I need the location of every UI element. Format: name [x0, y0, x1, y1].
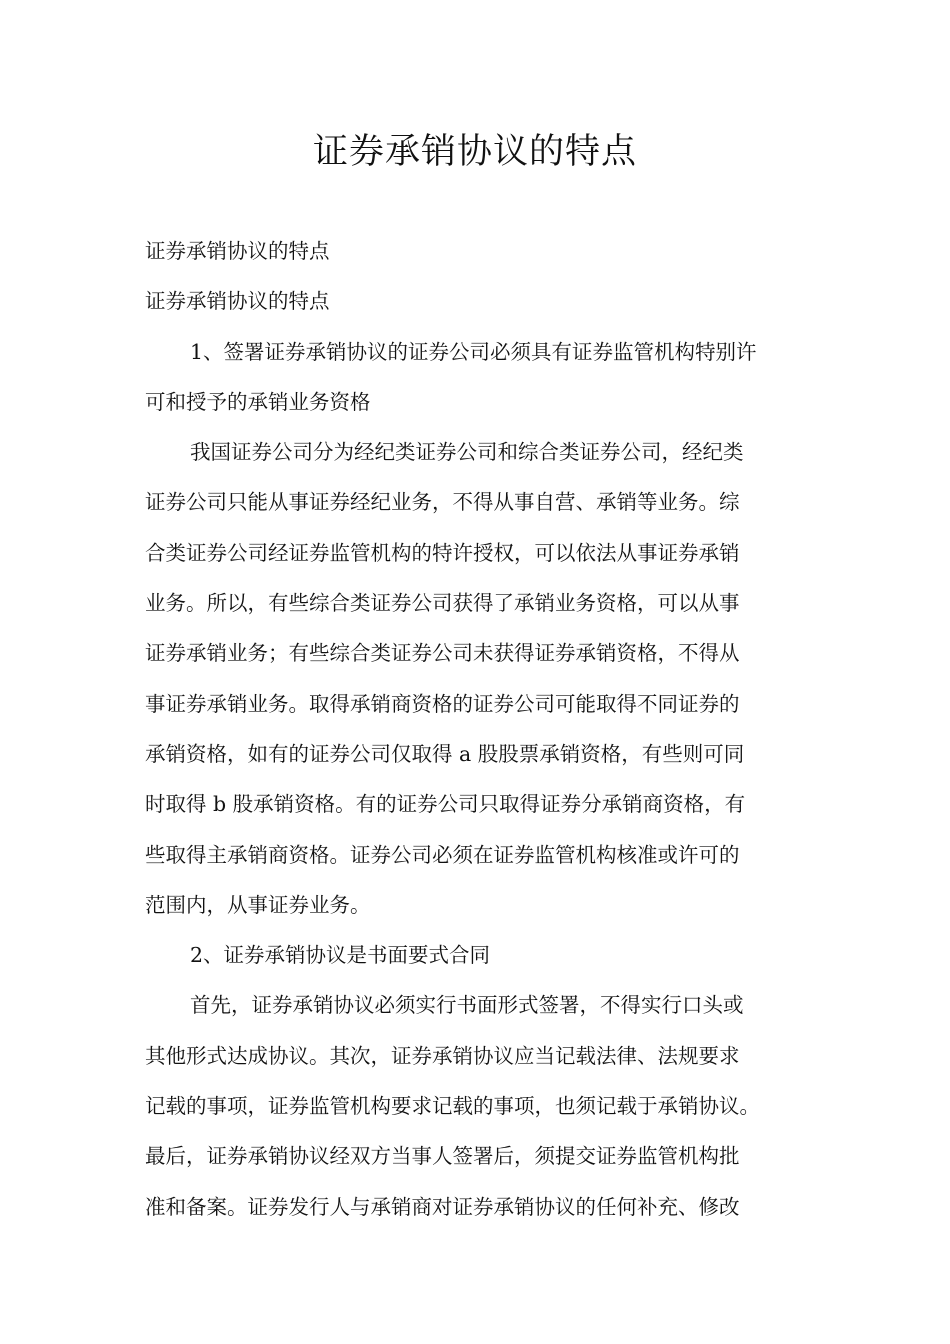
body-line: 我国证券公司分为经纪类证券公司和综合类证券公司，经纪类 [190, 440, 744, 465]
body-line: 事证券承销业务。取得承销商资格的证券公司可能取得不同证券的 [145, 691, 740, 716]
body-line: 最后，证券承销协议经双方当事人签署后，须提交证券监管机构批 [145, 1144, 740, 1169]
body-line: 2、证券承销协议是书面要式合同 [190, 943, 491, 968]
body-line: 些取得主承销商资格。证券公司必须在证券监管机构核准或许可的 [145, 842, 740, 867]
document-body [145, 226, 815, 1232]
body-line: 准和备案。证券发行人与承销商对证券承销协议的任何补充、修改 [145, 1194, 740, 1219]
body-line: 证券承销协议的特点 [145, 239, 330, 263]
body-line: 1、签署证券承销协议的证券公司必须具有证券监管机构特别许 [190, 339, 757, 364]
body-line: 首先，证券承销协议必须实行书面形式签署，不得实行口头或 [190, 993, 744, 1018]
body-line: 承销资格，如有的证券公司仅取得 a 股股票承销资格，有些则可同 [145, 741, 745, 766]
body-line: 证券公司只能从事证券经纪业务，不得从事自营、承销等业务。综 [145, 490, 740, 515]
body-line: 记载的事项，证券监管机构要求记载的事项，也须记载于承销协议。 [145, 1094, 760, 1119]
body-line: 合类证券公司经证券监管机构的特许授权，可以依法从事证券承销 [145, 540, 740, 565]
body-line: 证券承销业务；有些综合类证券公司未获得证券承销资格，不得从 [145, 641, 740, 666]
body-line: 可和授予的承销业务资格 [145, 389, 371, 414]
body-line: 证券承销协议的特点 [145, 289, 330, 314]
body-line: 范围内，从事证券业务。 [145, 892, 371, 917]
document-title: 证券承销协议的特点 [312, 132, 637, 172]
body-line: 业务。所以，有些综合类证券公司获得了承销业务资格，可以从事 [145, 591, 740, 616]
body-line: 其他形式达成协议。其次，证券承销协议应当记载法律、法规要求 [145, 1043, 740, 1068]
body-line: 时取得 b 股承销资格。有的证券公司只取得证券分承销商资格，有 [145, 792, 746, 817]
